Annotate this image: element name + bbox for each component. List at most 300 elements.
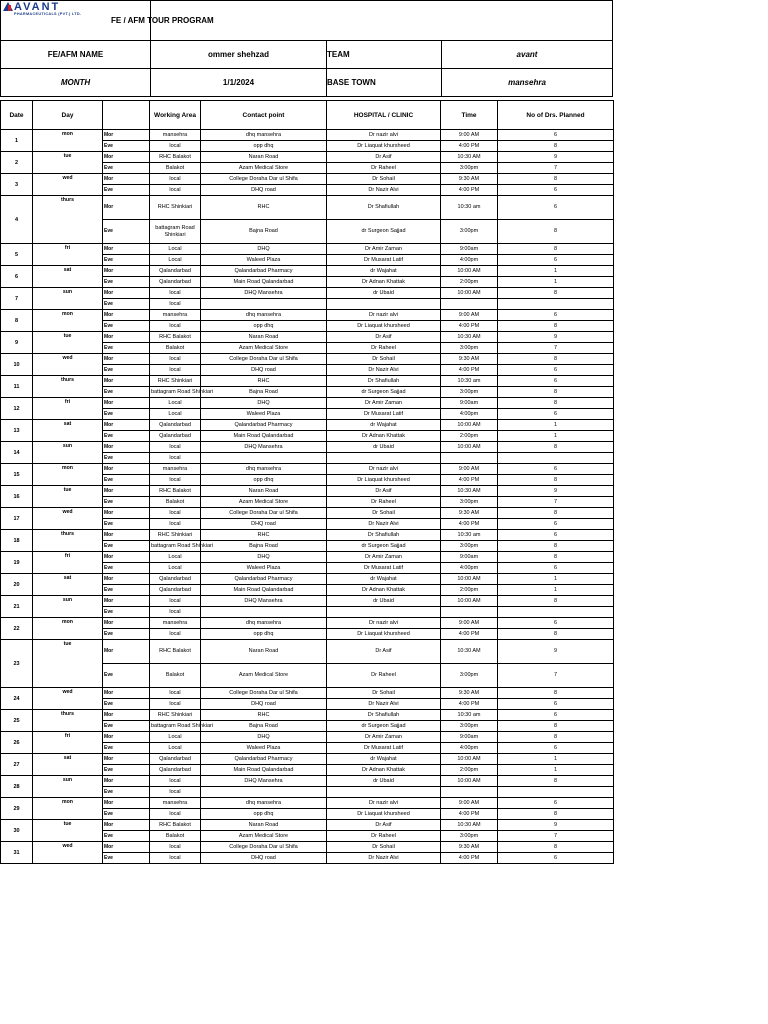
time-cell: 2:00pm — [441, 277, 498, 288]
table-row — [1, 842, 614, 853]
day-cell: mon — [33, 310, 103, 332]
time-cell: 2:00pm — [441, 765, 498, 776]
drs-planned-cell: 8 — [498, 508, 614, 519]
table-row — [1, 508, 614, 519]
day-cell: tue — [33, 486, 103, 508]
table-row — [1, 574, 614, 585]
slot-cell: Eve — [103, 607, 150, 618]
hospital-cell: Dr Raheel — [327, 163, 441, 174]
working-area-cell: Qalandarbad — [150, 765, 201, 776]
slot-cell: Eve — [103, 220, 150, 244]
time-cell: 10:30 am — [441, 710, 498, 721]
contact-point-cell: Naran Road — [201, 820, 327, 831]
contact-point-cell: DHQ Mansehra — [201, 596, 327, 607]
working-area-cell: mansehra — [150, 130, 201, 141]
working-area-cell: Local — [150, 409, 201, 420]
contact-point-cell: Bajna Road — [201, 387, 327, 398]
time-cell: 9:00am — [441, 398, 498, 409]
slot-cell: Mor — [103, 820, 150, 831]
working-area-cell: RHC Balakot — [150, 152, 201, 163]
drs-planned-cell — [498, 787, 614, 798]
table-row — [1, 754, 614, 765]
drs-planned-cell: 7 — [498, 163, 614, 174]
slot-cell: Mor — [103, 376, 150, 387]
working-area-cell: Local — [150, 732, 201, 743]
drs-planned-cell: 8 — [498, 688, 614, 699]
hospital-cell: dr Ubaid — [327, 288, 441, 299]
drs-planned-cell: 6 — [498, 255, 614, 266]
date-cell: 3 — [1, 174, 33, 196]
hospital-cell: dr Wajahat — [327, 420, 441, 431]
date-cell: 19 — [1, 552, 33, 574]
slot-cell: Mor — [103, 530, 150, 541]
time-cell: 4:00 PM — [441, 185, 498, 196]
working-area-cell: RHC Shinkiari — [150, 530, 201, 541]
time-cell: 4:00pm — [441, 255, 498, 266]
company-logo — [1, 1, 150, 40]
working-area-cell: Qalandarbad — [150, 266, 201, 277]
working-area-cell: Balakot — [150, 831, 201, 842]
date-cell: 18 — [1, 530, 33, 552]
slot-cell: Mor — [103, 710, 150, 721]
hospital-cell: Dr Asif — [327, 152, 441, 163]
time-cell: 4:00 PM — [441, 853, 498, 864]
hospital-cell: Dr Nazir Alvi — [327, 853, 441, 864]
slot-cell: Mor — [103, 842, 150, 853]
logo-cell — [1, 1, 151, 41]
table-row — [1, 688, 614, 699]
hospital-cell: Dr Shafiullah — [327, 710, 441, 721]
table-row — [1, 288, 614, 299]
contact-point-cell: Azam Medical Store — [201, 831, 327, 842]
time-cell — [441, 787, 498, 798]
date-cell: 27 — [1, 754, 33, 776]
working-area-cell: Qalandarbad — [150, 574, 201, 585]
hospital-cell: Dr Musarat Latif — [327, 743, 441, 754]
working-area-cell: Local — [150, 743, 201, 754]
working-area-cell: Local — [150, 552, 201, 563]
drs-planned-cell: 6 — [498, 376, 614, 387]
slot-cell: Mor — [103, 798, 150, 809]
time-cell: 4:00 PM — [441, 519, 498, 530]
drs-planned-cell: 1 — [498, 420, 614, 431]
drs-planned-cell: 7 — [498, 343, 614, 354]
working-area-cell: local — [150, 475, 201, 486]
day-cell: tue — [33, 820, 103, 842]
month-label: MONTH — [1, 69, 151, 97]
drs-planned-cell: 8 — [498, 809, 614, 820]
hospital-cell: Dr Raheel — [327, 343, 441, 354]
hospital-cell: Dr Asif — [327, 332, 441, 343]
time-cell: 10:00 AM — [441, 288, 498, 299]
hospital-cell: Dr Adnan Khattak — [327, 765, 441, 776]
time-cell: 4:00 PM — [441, 321, 498, 332]
drs-planned-cell: 8 — [498, 842, 614, 853]
time-cell: 10:00 AM — [441, 420, 498, 431]
day-cell: sun — [33, 442, 103, 464]
working-area-cell: local — [150, 185, 201, 196]
hospital-cell: Dr Adnan Khattak — [327, 431, 441, 442]
date-cell: 28 — [1, 776, 33, 798]
slot-cell: Eve — [103, 809, 150, 820]
drs-planned-cell: 8 — [498, 354, 614, 365]
schedule-body — [1, 130, 614, 864]
time-cell: 9:00am — [441, 552, 498, 563]
drs-planned-cell: 1 — [498, 266, 614, 277]
hospital-cell: Dr nazir alvi — [327, 464, 441, 475]
contact-point-cell: Waleed Plaza — [201, 563, 327, 574]
team-label: TEAM — [327, 41, 442, 69]
slot-cell: Mor — [103, 640, 150, 664]
date-cell: 5 — [1, 244, 33, 266]
time-cell: 9:30 AM — [441, 688, 498, 699]
day-cell: sun — [33, 288, 103, 310]
slot-cell: Mor — [103, 310, 150, 321]
page-title-cell — [111, 1, 613, 41]
slot-cell: Eve — [103, 343, 150, 354]
time-cell: 9:00am — [441, 732, 498, 743]
time-cell: 4:00pm — [441, 409, 498, 420]
date-cell: 9 — [1, 332, 33, 354]
working-area-cell: local — [150, 354, 201, 365]
drs-planned-cell: 8 — [498, 721, 614, 732]
slot-cell: Mor — [103, 288, 150, 299]
working-area-cell: Local — [150, 244, 201, 255]
drs-planned-cell: 8 — [498, 596, 614, 607]
contact-point-cell: opp dhq — [201, 141, 327, 152]
working-area-cell: local — [150, 607, 201, 618]
col-day: Day — [33, 101, 103, 130]
table-row — [1, 552, 614, 563]
contact-point-cell: Waleed Plaza — [201, 255, 327, 266]
date-cell: 13 — [1, 420, 33, 442]
table-row — [1, 618, 614, 629]
drs-planned-cell: 8 — [498, 541, 614, 552]
day-cell: fri — [33, 552, 103, 574]
table-row — [1, 332, 614, 343]
base-town-value: mansehra — [442, 69, 613, 97]
hospital-cell: Dr nazir alvi — [327, 798, 441, 809]
day-cell: sat — [33, 574, 103, 596]
date-cell: 15 — [1, 464, 33, 486]
slot-cell: Eve — [103, 765, 150, 776]
hospital-cell: Dr Nazir Alvi — [327, 185, 441, 196]
time-cell: 4:00 PM — [441, 629, 498, 640]
working-area-cell: mansehra — [150, 310, 201, 321]
time-cell: 10:00 AM — [441, 754, 498, 765]
col-time: Time — [441, 101, 498, 130]
contact-point-cell: dhq mansehra — [201, 130, 327, 141]
contact-point-cell: College Doraha Dar ul Shifa — [201, 174, 327, 185]
table-row — [1, 732, 614, 743]
day-cell: wed — [33, 688, 103, 710]
date-cell: 14 — [1, 442, 33, 464]
col-working-area: Working Area — [150, 101, 201, 130]
base-town-label: BASE TOWN — [327, 69, 442, 97]
date-cell: 6 — [1, 266, 33, 288]
slot-cell: Mor — [103, 152, 150, 163]
hospital-cell: dr Ubaid — [327, 442, 441, 453]
drs-planned-cell: 8 — [498, 776, 614, 787]
slot-cell: Mor — [103, 688, 150, 699]
day-cell: wed — [33, 354, 103, 376]
date-cell: 23 — [1, 640, 33, 688]
day-cell: tue — [33, 332, 103, 354]
time-cell — [441, 453, 498, 464]
drs-planned-cell: 8 — [498, 475, 614, 486]
time-cell: 9:30 AM — [441, 842, 498, 853]
contact-point-cell: opp dhq — [201, 475, 327, 486]
slot-cell: Mor — [103, 244, 150, 255]
contact-point-cell: Waleed Plaza — [201, 409, 327, 420]
time-cell: 9:00 AM — [441, 130, 498, 141]
working-area-cell: mansehra — [150, 798, 201, 809]
slot-cell: Mor — [103, 420, 150, 431]
working-area-cell: Balakot — [150, 163, 201, 174]
working-area-cell: Qalandarbad — [150, 754, 201, 765]
slot-cell: Eve — [103, 743, 150, 754]
table-row — [1, 398, 614, 409]
hospital-cell: Dr Liaquat khursheed — [327, 321, 441, 332]
day-cell: mon — [33, 130, 103, 152]
drs-planned-cell: 8 — [498, 732, 614, 743]
slot-cell: Eve — [103, 299, 150, 310]
working-area-cell: Local — [150, 398, 201, 409]
hospital-cell: dr Surgeon Sajjad — [327, 387, 441, 398]
drs-planned-cell: 6 — [498, 743, 614, 754]
time-cell: 10:00 AM — [441, 266, 498, 277]
contact-point-cell: opp dhq — [201, 809, 327, 820]
hospital-cell: dr Wajahat — [327, 574, 441, 585]
working-area-cell: battagram Road Shinkiari — [150, 220, 201, 244]
time-cell: 10:00 AM — [441, 596, 498, 607]
hospital-cell — [327, 607, 441, 618]
hospital-cell: Dr Liaquat khursheed — [327, 809, 441, 820]
time-cell: 4:00 PM — [441, 809, 498, 820]
day-cell: fri — [33, 732, 103, 754]
hospital-cell: Dr Liaquat khursheed — [327, 629, 441, 640]
working-area-cell: local — [150, 141, 201, 152]
slot-cell: Eve — [103, 431, 150, 442]
time-cell: 3:00pm — [441, 721, 498, 732]
col-contact-point: Contact point — [201, 101, 327, 130]
date-cell: 22 — [1, 618, 33, 640]
slot-cell: Eve — [103, 664, 150, 688]
date-cell: 4 — [1, 196, 33, 244]
time-cell: 4:00 PM — [441, 475, 498, 486]
date-cell: 8 — [1, 310, 33, 332]
hospital-cell: Dr Sohail — [327, 508, 441, 519]
hospital-cell: Dr Shafiullah — [327, 530, 441, 541]
drs-planned-cell — [498, 607, 614, 618]
contact-point-cell: Azam Medical Store — [201, 343, 327, 354]
working-area-cell: mansehra — [150, 618, 201, 629]
working-area-cell: Qalandarbad — [150, 277, 201, 288]
drs-planned-cell: 6 — [498, 798, 614, 809]
hospital-cell: Dr Raheel — [327, 831, 441, 842]
hospital-cell: Dr Adnan Khattak — [327, 277, 441, 288]
slot-cell: Eve — [103, 853, 150, 864]
contact-point-cell: RHC — [201, 196, 327, 220]
contact-point-cell: RHC — [201, 376, 327, 387]
time-cell: 3:00pm — [441, 163, 498, 174]
col-hospital: HOSPITAL / CLINIC — [327, 101, 441, 130]
hospital-cell: Dr Musarat Latif — [327, 255, 441, 266]
day-cell: fri — [33, 244, 103, 266]
table-row — [1, 530, 614, 541]
contact-point-cell — [201, 607, 327, 618]
contact-point-cell: DHQ Mansehra — [201, 776, 327, 787]
drs-planned-cell: 6 — [498, 710, 614, 721]
working-area-cell: RHC Balakot — [150, 640, 201, 664]
slot-cell: Mor — [103, 130, 150, 141]
slot-cell: Eve — [103, 541, 150, 552]
slot-cell: Eve — [103, 831, 150, 842]
date-cell: 16 — [1, 486, 33, 508]
slot-cell: Eve — [103, 141, 150, 152]
slot-cell: Mor — [103, 486, 150, 497]
contact-point-cell: opp dhq — [201, 321, 327, 332]
hospital-cell: Dr Nazir Alvi — [327, 519, 441, 530]
date-cell: 30 — [1, 820, 33, 842]
time-cell: 9:30 AM — [441, 174, 498, 185]
contact-point-cell: Azam Medical Store — [201, 163, 327, 174]
table-row — [1, 640, 614, 664]
slot-cell: Mor — [103, 508, 150, 519]
hospital-cell: Dr Musarat Latif — [327, 563, 441, 574]
drs-planned-cell: 8 — [498, 288, 614, 299]
time-cell: 10:30 am — [441, 196, 498, 220]
day-cell: sun — [33, 596, 103, 618]
slot-cell: Eve — [103, 453, 150, 464]
slot-cell: Mor — [103, 398, 150, 409]
time-cell: 10:30 AM — [441, 486, 498, 497]
working-area-cell: Balakot — [150, 664, 201, 688]
schedule-table — [0, 100, 614, 864]
time-cell: 9:30 AM — [441, 354, 498, 365]
name-label: FE/AFM NAME — [1, 41, 151, 69]
working-area-cell: mansehra — [150, 464, 201, 475]
day-cell: wed — [33, 842, 103, 864]
contact-point-cell — [201, 453, 327, 464]
hospital-cell: Dr Shafiullah — [327, 376, 441, 387]
slot-cell: Eve — [103, 629, 150, 640]
drs-planned-cell: 6 — [498, 618, 614, 629]
slot-cell: Mor — [103, 732, 150, 743]
slot-cell: Mor — [103, 442, 150, 453]
table-row — [1, 376, 614, 387]
day-cell: sat — [33, 754, 103, 776]
working-area-cell: local — [150, 288, 201, 299]
slot-cell: Eve — [103, 277, 150, 288]
drs-planned-cell: 8 — [498, 141, 614, 152]
contact-point-cell: Qalandarbad Pharmacy — [201, 574, 327, 585]
slot-cell: Eve — [103, 585, 150, 596]
date-cell: 25 — [1, 710, 33, 732]
working-area-cell: local — [150, 629, 201, 640]
hospital-cell: Dr Sohail — [327, 174, 441, 185]
time-cell — [441, 299, 498, 310]
logo-subtitle: PHARMACEUTICALS (PVT.) LTD. — [14, 12, 82, 16]
hospital-cell: dr Wajahat — [327, 266, 441, 277]
contact-point-cell: College Doraha Dar ul Shifa — [201, 354, 327, 365]
drs-planned-cell: 6 — [498, 530, 614, 541]
slot-cell: Mor — [103, 552, 150, 563]
contact-point-cell: Main Road Qalandarbad — [201, 585, 327, 596]
contact-point-cell: Qalandarbad Pharmacy — [201, 420, 327, 431]
day-cell: sat — [33, 266, 103, 288]
table-row — [1, 820, 614, 831]
slot-cell: Mor — [103, 266, 150, 277]
drs-planned-cell: 9 — [498, 486, 614, 497]
hospital-cell: Dr Nazir Alvi — [327, 365, 441, 376]
contact-point-cell: Main Road Qalandarbad — [201, 765, 327, 776]
date-cell: 31 — [1, 842, 33, 864]
drs-planned-cell: 1 — [498, 431, 614, 442]
day-cell: wed — [33, 508, 103, 530]
hospital-cell: Dr Asif — [327, 640, 441, 664]
drs-planned-cell: 1 — [498, 585, 614, 596]
time-cell: 4:00pm — [441, 743, 498, 754]
hospital-cell: Dr Amir Zaman — [327, 398, 441, 409]
working-area-cell: local — [150, 809, 201, 820]
table-row — [1, 354, 614, 365]
hospital-cell: dr Ubaid — [327, 776, 441, 787]
contact-point-cell: DHQ — [201, 732, 327, 743]
drs-planned-cell: 7 — [498, 831, 614, 842]
day-cell: thurs — [33, 376, 103, 398]
working-area-cell: local — [150, 853, 201, 864]
contact-point-cell: College Doraha Dar ul Shifa — [201, 842, 327, 853]
drs-planned-cell: 9 — [498, 640, 614, 664]
working-area-cell: Local — [150, 563, 201, 574]
page-title: FE / AFM TOUR PROGRAM — [111, 16, 214, 25]
time-cell: 9:30 AM — [441, 508, 498, 519]
contact-point-cell: Azam Medical Store — [201, 497, 327, 508]
contact-point-cell: DHQ Mansehra — [201, 288, 327, 299]
working-area-cell: local — [150, 442, 201, 453]
hospital-cell — [327, 787, 441, 798]
date-cell: 29 — [1, 798, 33, 820]
slot-cell: Mor — [103, 196, 150, 220]
hospital-cell: Dr Sohail — [327, 842, 441, 853]
drs-planned-cell — [498, 453, 614, 464]
col-drs-planned: No of Drs. Planned — [498, 101, 614, 130]
slot-cell: Mor — [103, 174, 150, 185]
hospital-cell — [327, 299, 441, 310]
time-cell: 10:30 AM — [441, 152, 498, 163]
time-cell: 10:30 AM — [441, 820, 498, 831]
hospital-cell: Dr Liaquat khursheed — [327, 141, 441, 152]
hospital-cell: Dr Nazir Alvi — [327, 699, 441, 710]
time-cell: 3:00pm — [441, 664, 498, 688]
working-area-cell: local — [150, 776, 201, 787]
contact-point-cell: Bajna Road — [201, 721, 327, 732]
drs-planned-cell: 8 — [498, 442, 614, 453]
hospital-cell: Dr nazir alvi — [327, 618, 441, 629]
working-area-cell: Qalandarbad — [150, 585, 201, 596]
slot-cell: Eve — [103, 787, 150, 798]
time-cell: 4:00 PM — [441, 365, 498, 376]
hospital-cell — [327, 453, 441, 464]
hospital-cell: Dr Asif — [327, 820, 441, 831]
working-area-cell: local — [150, 299, 201, 310]
table-row — [1, 464, 614, 475]
drs-planned-cell: 1 — [498, 754, 614, 765]
working-area-cell: RHC Balakot — [150, 332, 201, 343]
day-cell: sun — [33, 776, 103, 798]
hospital-cell: Dr Asif — [327, 486, 441, 497]
